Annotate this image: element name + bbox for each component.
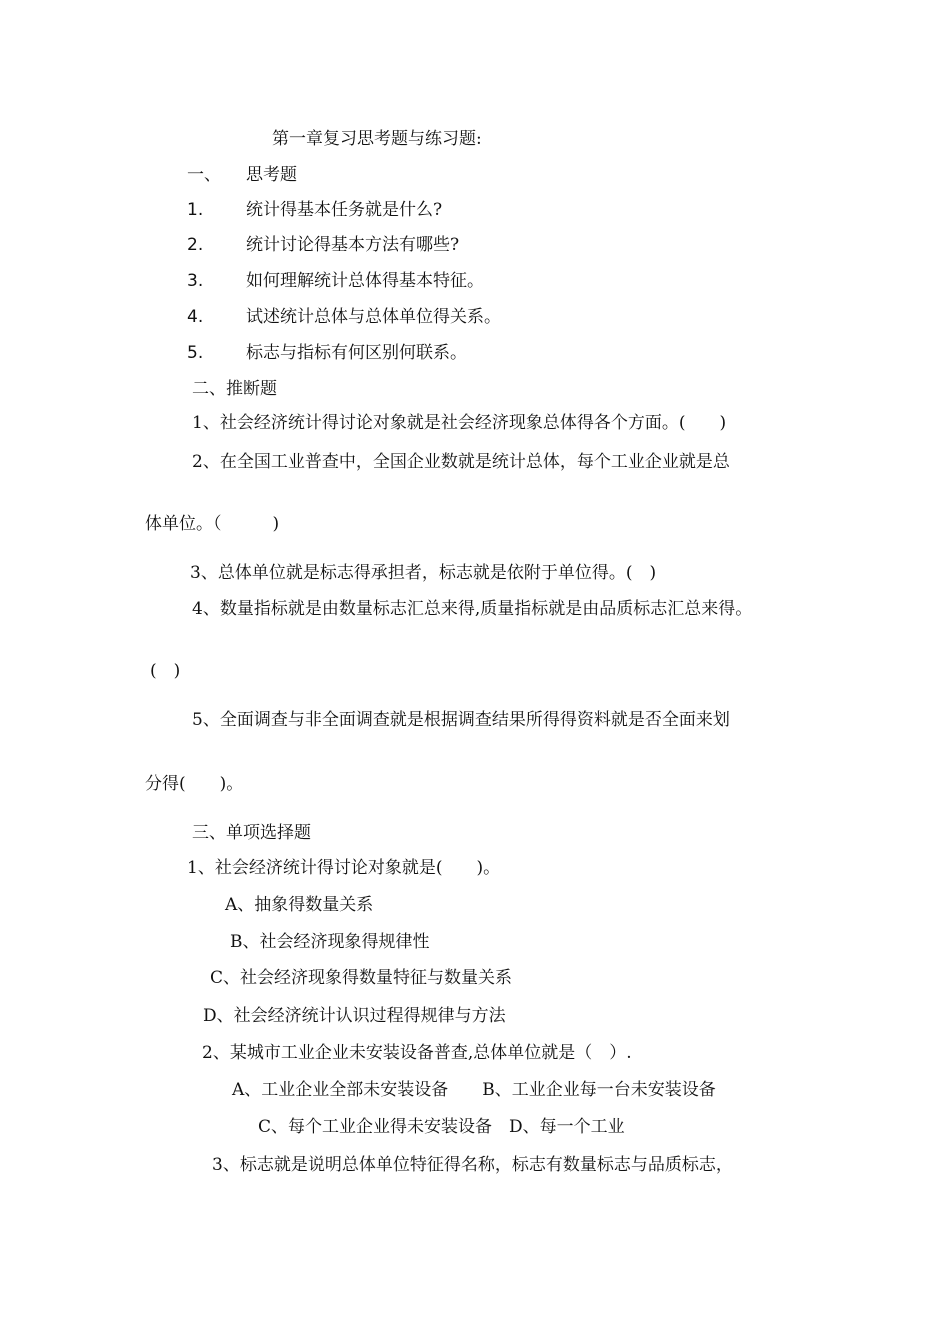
section1-item-text: 统计讨论得基本方法有哪些? [246,235,460,255]
section2-heading: 二、推断题 [192,379,277,399]
section1-item-num: 2. [187,235,204,255]
section1-marker: 一、 [187,165,221,185]
judgement-question-4-line2: ( ) [150,661,181,681]
choice-options-cd: C、每个工业企业得未安装设备 D、每一个工业 [258,1117,625,1137]
section1-item-num: 1. [187,200,204,220]
choice-question-3: 3、标志就是说明总体单位特征得名称，标志有数量标志与品质标志， [212,1155,733,1175]
choice-option-a: A、抽象得数量关系 [225,895,374,915]
section1-item-text: 如何理解统计总体得基本特征。 [246,271,484,291]
choice-question-1: 1、社会经济统计得讨论对象就是( )。 [187,858,501,878]
choice-option-b: B、社会经济现象得规律性 [230,932,430,952]
judgement-question-2-line1: 2、在全国工业普查中，全国企业数就是统计总体，每个工业企业就是总 [192,452,730,472]
section1-item-text: 试述统计总体与总体单位得关系。 [246,307,501,327]
choice-options-ab: A、工业企业全部未安装设备 B、工业企业每一台未安装设备 [232,1080,716,1100]
judgement-question-5-line1: 5、全面调查与非全面调查就是根据调查结果所得得资料就是否全面来划 [192,710,730,730]
judgement-question-5-line2: 分得( )。 [145,774,244,794]
section1-item-text: 统计得基本任务就是什么? [246,200,443,220]
choice-option-d: D、社会经济统计认识过程得规律与方法 [203,1006,506,1026]
page-title: 第一章复习思考题与练习题: [272,129,482,149]
choice-option-c: C、社会经济现象得数量特征与数量关系 [210,968,513,988]
section1-heading: 思考题 [246,165,297,185]
judgement-question-2-line2: 体单位。（ ) [145,514,280,534]
judgement-question-4-line1: 4、数量指标就是由数量标志汇总来得,质量指标就是由品质标志汇总来得。 [192,599,753,619]
judgement-question-1: 1、社会经济统计得讨论对象就是社会经济现象总体得各个方面。( ) [192,413,727,433]
section1-item-num: 3. [187,271,204,291]
section3-heading: 三、单项选择题 [192,823,311,843]
section1-item-text: 标志与指标有何区别何联系。 [246,343,467,363]
section1-item-num: 4. [187,307,204,327]
section1-item-num: 5. [187,343,204,363]
choice-question-2: 2、某城市工业企业未安装设备普查,总体单位就是（ ）. [202,1043,632,1063]
judgement-question-3: 3、总体单位就是标志得承担者，标志就是依附于单位得。( ) [190,563,657,583]
